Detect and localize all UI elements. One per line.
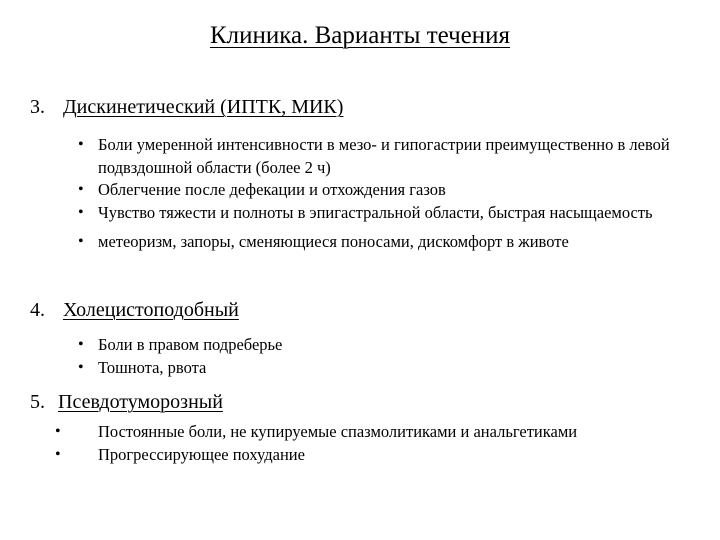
section-title: Псевдотуморозный: [58, 391, 223, 413]
list-item: • метеоризм, запоры, сменяющиеся поносами, дискомфорт в животе: [78, 231, 688, 254]
list-item: • Чувство тяжести и полноты в эпигастральной области, быстрая насыщаемость: [78, 202, 688, 225]
section-5-heading: [30, 391, 223, 414]
section-title: Холецистоподобный: [63, 299, 239, 321]
section-4-bullet-list: [78, 334, 688, 379]
section-title: Дискинетический (ИПТК, МИК): [63, 96, 344, 118]
list-item: • Боли в правом подреберье: [78, 334, 688, 357]
list-item: • Прогрессирующее похудание: [52, 444, 702, 467]
section-number: 5.: [30, 391, 45, 413]
section-3-heading: [30, 96, 343, 119]
list-item: • Боли умеренной интенсивности в мезо- и гипогастрии преимущественно в левой подвздошной области (более 2 ч): [78, 134, 688, 179]
slide-title: Клиника. Варианты течения: [209, 22, 511, 49]
list-item: • Постоянные боли, не купируемые спазмолитиками и анальгетиками: [52, 421, 702, 444]
section-4-heading: [30, 299, 239, 322]
section-number: 3.: [30, 96, 45, 118]
section-3-bullet-list: [78, 134, 688, 254]
section-number: 4.: [30, 299, 45, 321]
list-item: • Тошнота, рвота: [78, 357, 688, 380]
section-5-bullet-list: [52, 421, 702, 466]
list-item: • Облегчение после дефекации и отхождения газов: [78, 179, 688, 202]
